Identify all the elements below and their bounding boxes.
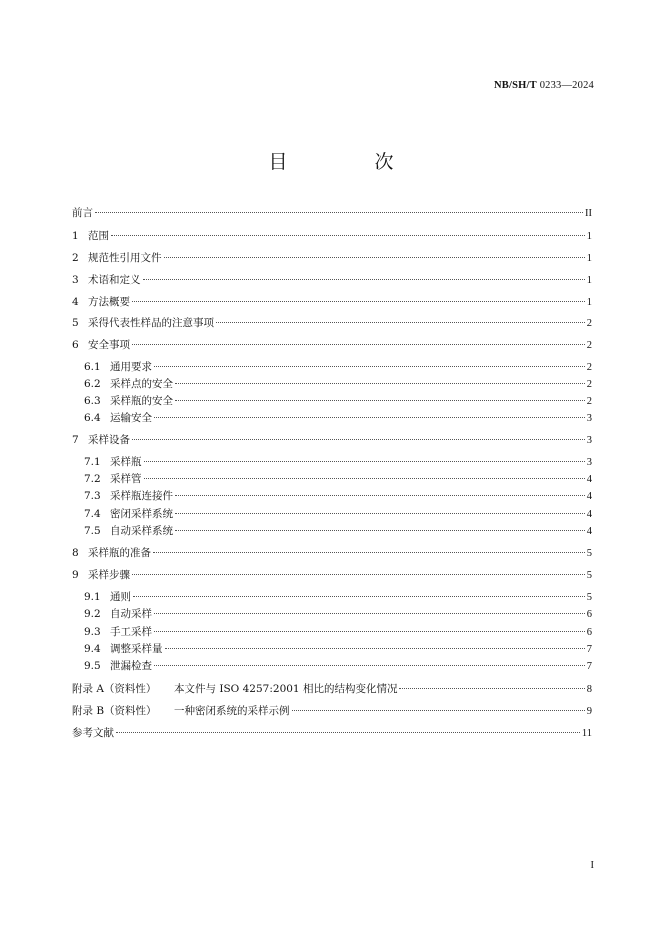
toc-entry-label: 自动采样系统	[110, 525, 173, 537]
toc-entry-label: 采样瓶的安全	[110, 395, 173, 407]
toc-entry-label: 泄漏检查	[110, 660, 152, 672]
toc-entry-label: 采样瓶连接件	[110, 490, 173, 502]
toc-entry-label: 术语和定义	[88, 274, 141, 286]
toc-entry[interactable]	[72, 228, 592, 244]
toc-entry-page: 6	[586, 627, 592, 638]
toc-entry-page: 3	[586, 457, 592, 468]
toc-entry[interactable]	[84, 624, 592, 640]
toc-entry-page: 4	[586, 509, 592, 520]
toc-entry-number: 2	[72, 252, 79, 264]
toc-leader-dots	[154, 366, 585, 367]
toc-entry-number: 7.3	[84, 490, 101, 502]
toc-entry-page: 5	[586, 592, 592, 603]
toc-entry-page: 5	[586, 570, 592, 581]
page-folio: I	[590, 860, 594, 871]
toc-leader-dots	[95, 212, 583, 213]
toc-leader-dots	[175, 530, 585, 531]
toc-entry-number: 7.2	[84, 473, 101, 485]
toc-entry-label: 范围	[88, 230, 109, 242]
toc-entry-label: 前言	[72, 207, 93, 219]
toc-leader-dots	[144, 478, 585, 479]
toc-entry-number: 6.4	[84, 412, 101, 424]
toc-entry-number: 附录 B（资料性）	[72, 705, 157, 717]
toc-entry-page: 8	[586, 684, 592, 695]
toc-entry-label: 手工采样	[110, 626, 152, 638]
toc-entry-label: 采样瓶的准备	[88, 547, 151, 559]
toc-leader-dots	[132, 439, 585, 440]
toc-entry-label: 采样设备	[88, 434, 130, 446]
toc-entry-number: 6	[72, 339, 79, 351]
toc-entry[interactable]	[72, 545, 592, 561]
toc-entry-label: 采得代表性样品的注意事项	[88, 317, 214, 329]
toc-entry-number: 5	[72, 317, 79, 329]
toc-entry-page: II	[585, 208, 592, 219]
toc-entry-label: 安全事项	[88, 339, 130, 351]
toc-entry-number: 6.3	[84, 395, 101, 407]
toc-entry[interactable]	[84, 410, 592, 426]
toc-entry-number: 7	[72, 434, 79, 446]
toc-entry[interactable]	[72, 432, 592, 448]
toc-entry-page: 1	[586, 231, 592, 242]
toc-entry-number: 7.1	[84, 456, 101, 468]
toc-leader-dots	[175, 383, 585, 384]
toc-entry[interactable]	[84, 393, 592, 409]
toc-entry-page: 4	[586, 491, 592, 502]
toc-leader-dots	[154, 665, 585, 666]
toc-leader-dots	[175, 495, 585, 496]
toc-entry-page: 7	[586, 644, 592, 655]
toc-entry[interactable]	[84, 523, 592, 539]
toc-entry-label: 方法概要	[88, 296, 130, 308]
toc-entry-page: 6	[586, 609, 592, 620]
toc-leader-dots	[132, 301, 585, 302]
toc-entry[interactable]	[84, 454, 592, 470]
toc-leader-dots	[133, 596, 585, 597]
toc-leader-dots	[132, 344, 585, 345]
toc-entry-label: 参考文献	[72, 727, 114, 739]
toc-entry-label: 通则	[110, 591, 131, 603]
document-code	[494, 80, 594, 91]
toc-entry-label: 通用要求	[110, 361, 152, 373]
toc-entry-page: 3	[586, 413, 592, 424]
toc-leader-dots	[175, 400, 585, 401]
toc-entry[interactable]	[84, 658, 592, 674]
toc-entry-page: 7	[586, 661, 592, 672]
toc-entry-label: 自动采样	[110, 608, 152, 620]
toc-entry-page: 2	[586, 318, 592, 329]
toc-entry-label: 一种密闭系统的采样示例	[174, 705, 290, 717]
toc-leader-dots	[154, 417, 585, 418]
toc-leader-dots	[175, 513, 585, 514]
toc-entry-number: 8	[72, 547, 79, 559]
toc-leader-dots	[132, 574, 585, 575]
toc-entry-number: 6.1	[84, 361, 101, 373]
toc-entry[interactable]	[84, 506, 592, 522]
toc-entry-number: 7.4	[84, 508, 101, 520]
toc-entry[interactable]	[84, 641, 592, 657]
toc-entry[interactable]	[72, 205, 592, 221]
toc-entry-number: 9	[72, 569, 79, 581]
toc-leader-dots	[165, 648, 585, 649]
toc-entry-number: 附录 A（资料性）	[72, 683, 157, 695]
toc-leader-dots	[153, 552, 585, 553]
toc-entry-page: 2	[586, 340, 592, 351]
toc-entry-page: 5	[586, 548, 592, 559]
page-title: 目 次	[268, 151, 428, 173]
toc-entry-number: 9.4	[84, 643, 101, 655]
toc-leader-dots	[116, 732, 580, 733]
toc-entry-number: 7.5	[84, 525, 101, 537]
toc-entry[interactable]	[72, 567, 592, 583]
toc-leader-dots	[111, 235, 585, 236]
toc-entry-page: 1	[586, 253, 592, 264]
toc-entry[interactable]	[84, 589, 592, 605]
toc-entry-number: 1	[72, 230, 79, 242]
toc-entry[interactable]	[72, 250, 592, 266]
toc-entry-number: 6.2	[84, 378, 101, 390]
toc-entry-number: 3	[72, 274, 79, 286]
toc-leader-dots	[154, 631, 585, 632]
toc-entry-page: 4	[586, 474, 592, 485]
toc-entry-number: 9.3	[84, 626, 101, 638]
toc-entry-page: 3	[586, 435, 592, 446]
toc-entry-page: 2	[586, 396, 592, 407]
toc-entry-label: 采样瓶	[110, 456, 142, 468]
toc-entry[interactable]	[72, 703, 592, 719]
toc-entry-page: 4	[586, 526, 592, 537]
toc-entry[interactable]	[72, 294, 592, 310]
code-prefix: NB/SH/T	[494, 80, 537, 91]
toc-entry[interactable]	[72, 725, 592, 741]
toc-leader-dots	[143, 279, 585, 280]
toc-leader-dots	[216, 322, 585, 323]
toc-entry-page: 9	[586, 706, 592, 717]
toc-entry[interactable]	[72, 337, 592, 353]
toc-leader-dots	[154, 613, 585, 614]
toc-entry-label: 规范性引用文件	[88, 252, 162, 264]
toc-entry[interactable]	[84, 606, 592, 622]
toc-entry-label: 采样步骤	[88, 569, 130, 581]
toc-entry-label: 运输安全	[110, 412, 152, 424]
toc-entry-page: 1	[586, 275, 592, 286]
toc-leader-dots	[399, 688, 584, 689]
toc-entry[interactable]	[84, 359, 592, 375]
toc-entry-label: 采样点的安全	[110, 378, 173, 390]
toc-entry-label: 密闭采样系统	[110, 508, 173, 520]
toc-entry-label: 本文件与 ISO 4257:2001 相比的结构变化情况	[174, 683, 398, 695]
toc-entry-number: 9.2	[84, 608, 101, 620]
toc-leader-dots	[292, 710, 585, 711]
toc-entry[interactable]	[72, 315, 592, 331]
toc-entry-number: 9.5	[84, 660, 101, 672]
toc-entry[interactable]	[72, 272, 592, 288]
toc-leader-dots	[164, 257, 585, 258]
toc-entry-label: 采样管	[110, 473, 142, 485]
toc-entry[interactable]	[84, 471, 592, 487]
toc-entry-page: 11	[581, 728, 592, 739]
toc-entry[interactable]	[84, 488, 592, 504]
toc-entry-number: 9.1	[84, 591, 101, 603]
toc-leader-dots	[144, 461, 585, 462]
toc-entry-page: 2	[586, 379, 592, 390]
toc-entry-label: 调整采样量	[110, 643, 163, 655]
code-number: 0233—2024	[539, 80, 594, 91]
toc-entry[interactable]	[84, 376, 592, 392]
toc-entry[interactable]	[72, 681, 592, 697]
toc-entry-number: 4	[72, 296, 79, 308]
toc-entry-page: 2	[586, 362, 592, 373]
toc-entry-page: 1	[586, 297, 592, 308]
